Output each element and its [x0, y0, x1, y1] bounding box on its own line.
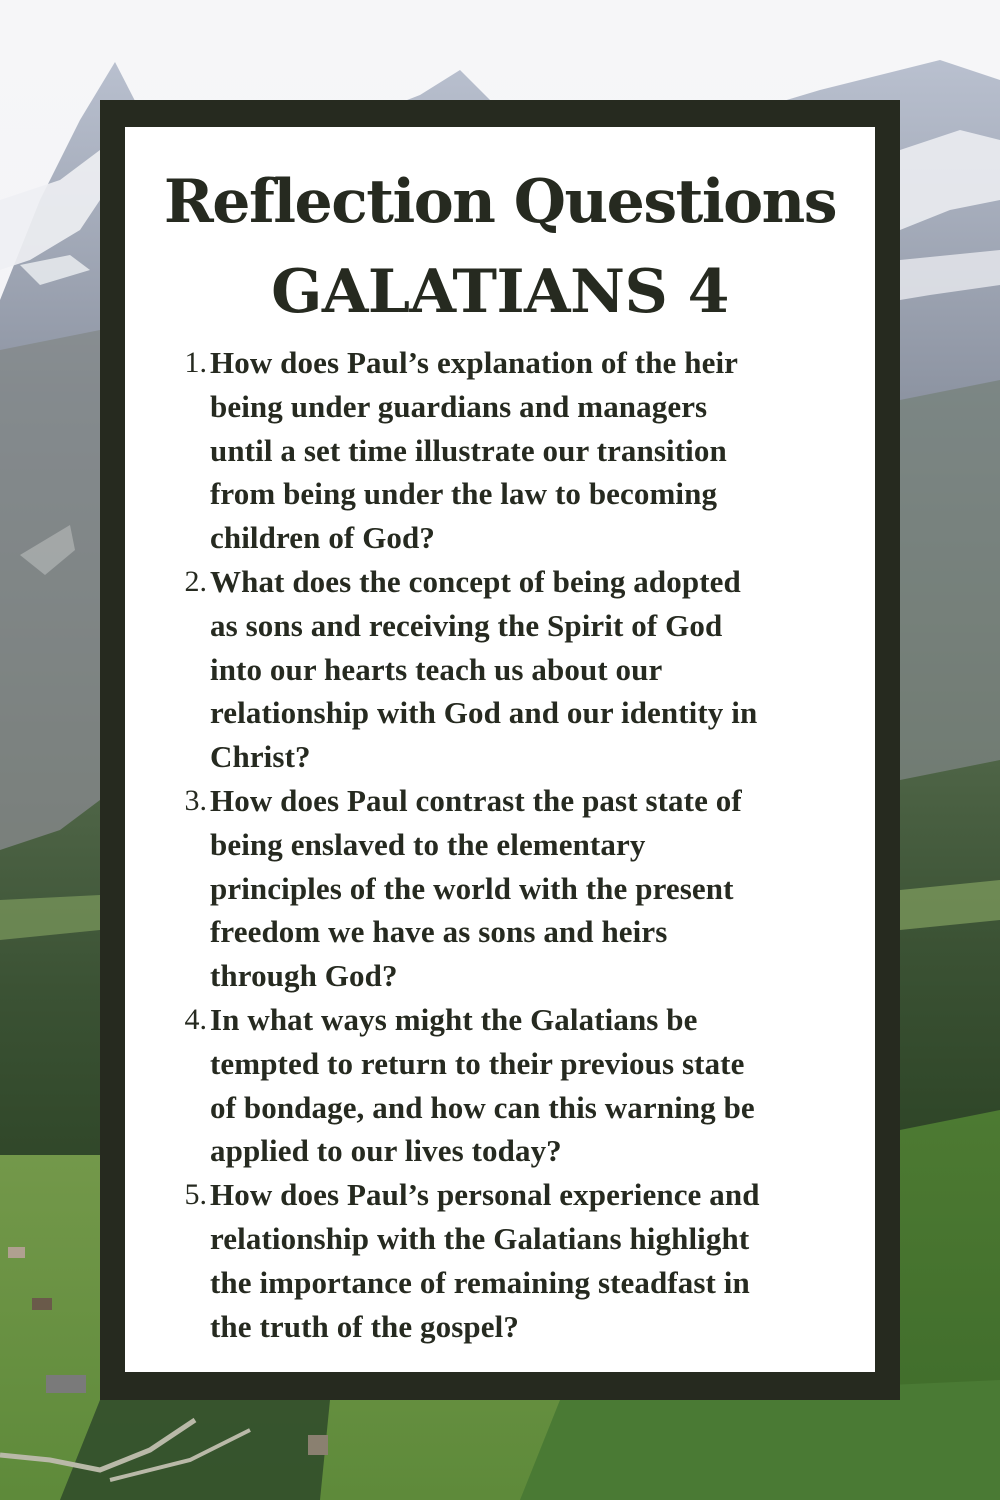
question-text-line: applied to our lives today? [210, 1133, 562, 1169]
question-text-line: as sons and receiving the Spirit of God [210, 607, 723, 643]
question-text-line: the truth of the gospel? [210, 1308, 519, 1344]
question-item-3 [125, 779, 875, 998]
question-text-line: of bondage, and how can this warning be [210, 1089, 755, 1125]
question-number: 2. [184, 564, 207, 598]
question-text-line: How does Paul’s personal experience and [210, 1177, 760, 1213]
question-text-line: In what ways might the Galatians be [210, 1001, 698, 1037]
question-text-line: Christ? [210, 739, 311, 775]
question-text-line: being enslaved to the elementary [210, 826, 646, 862]
question-text-line: tempted to return to their previous state [210, 1045, 745, 1081]
question-text-line: relationship with the Galatians highlight [210, 1220, 750, 1256]
question-number: 3. [184, 783, 207, 817]
question-text-line: until a set time illustrate our transition [210, 432, 727, 468]
page-title: Reflection Questions [163, 167, 837, 237]
question-item-2 [125, 560, 875, 779]
question-list [125, 341, 875, 1348]
question-number: 1. [184, 346, 207, 379]
page-subtitle: GALATIANS 4 [271, 257, 729, 327]
question-text-line: children of God? [210, 520, 435, 556]
question-text-line: being under guardians and managers [210, 388, 708, 424]
question-item-1 [125, 341, 875, 560]
question-item-5 [125, 1173, 875, 1348]
question-text-line: How does Paul contrast the past state of [210, 782, 742, 818]
question-item-4 [125, 998, 875, 1173]
question-text-line: freedom we have as sons and heirs [210, 914, 668, 950]
question-text-line: What does the concept of being adopted [210, 563, 741, 599]
question-text-line: from being under the law to becoming [210, 476, 718, 512]
question-text-line: principles of the world with the present [210, 870, 734, 906]
question-text-line: the importance of remaining steadfast in [210, 1264, 750, 1300]
reflection-card [100, 100, 900, 1400]
question-number: 4. [184, 1002, 207, 1036]
question-text-line: relationship with God and our identity in [210, 695, 758, 731]
question-text-line: through God? [210, 958, 398, 994]
question-number: 5. [184, 1178, 207, 1212]
question-text-line: How does Paul’s explanation of the heir [210, 345, 739, 380]
question-text-line: into our hearts teach us about our [210, 651, 663, 687]
